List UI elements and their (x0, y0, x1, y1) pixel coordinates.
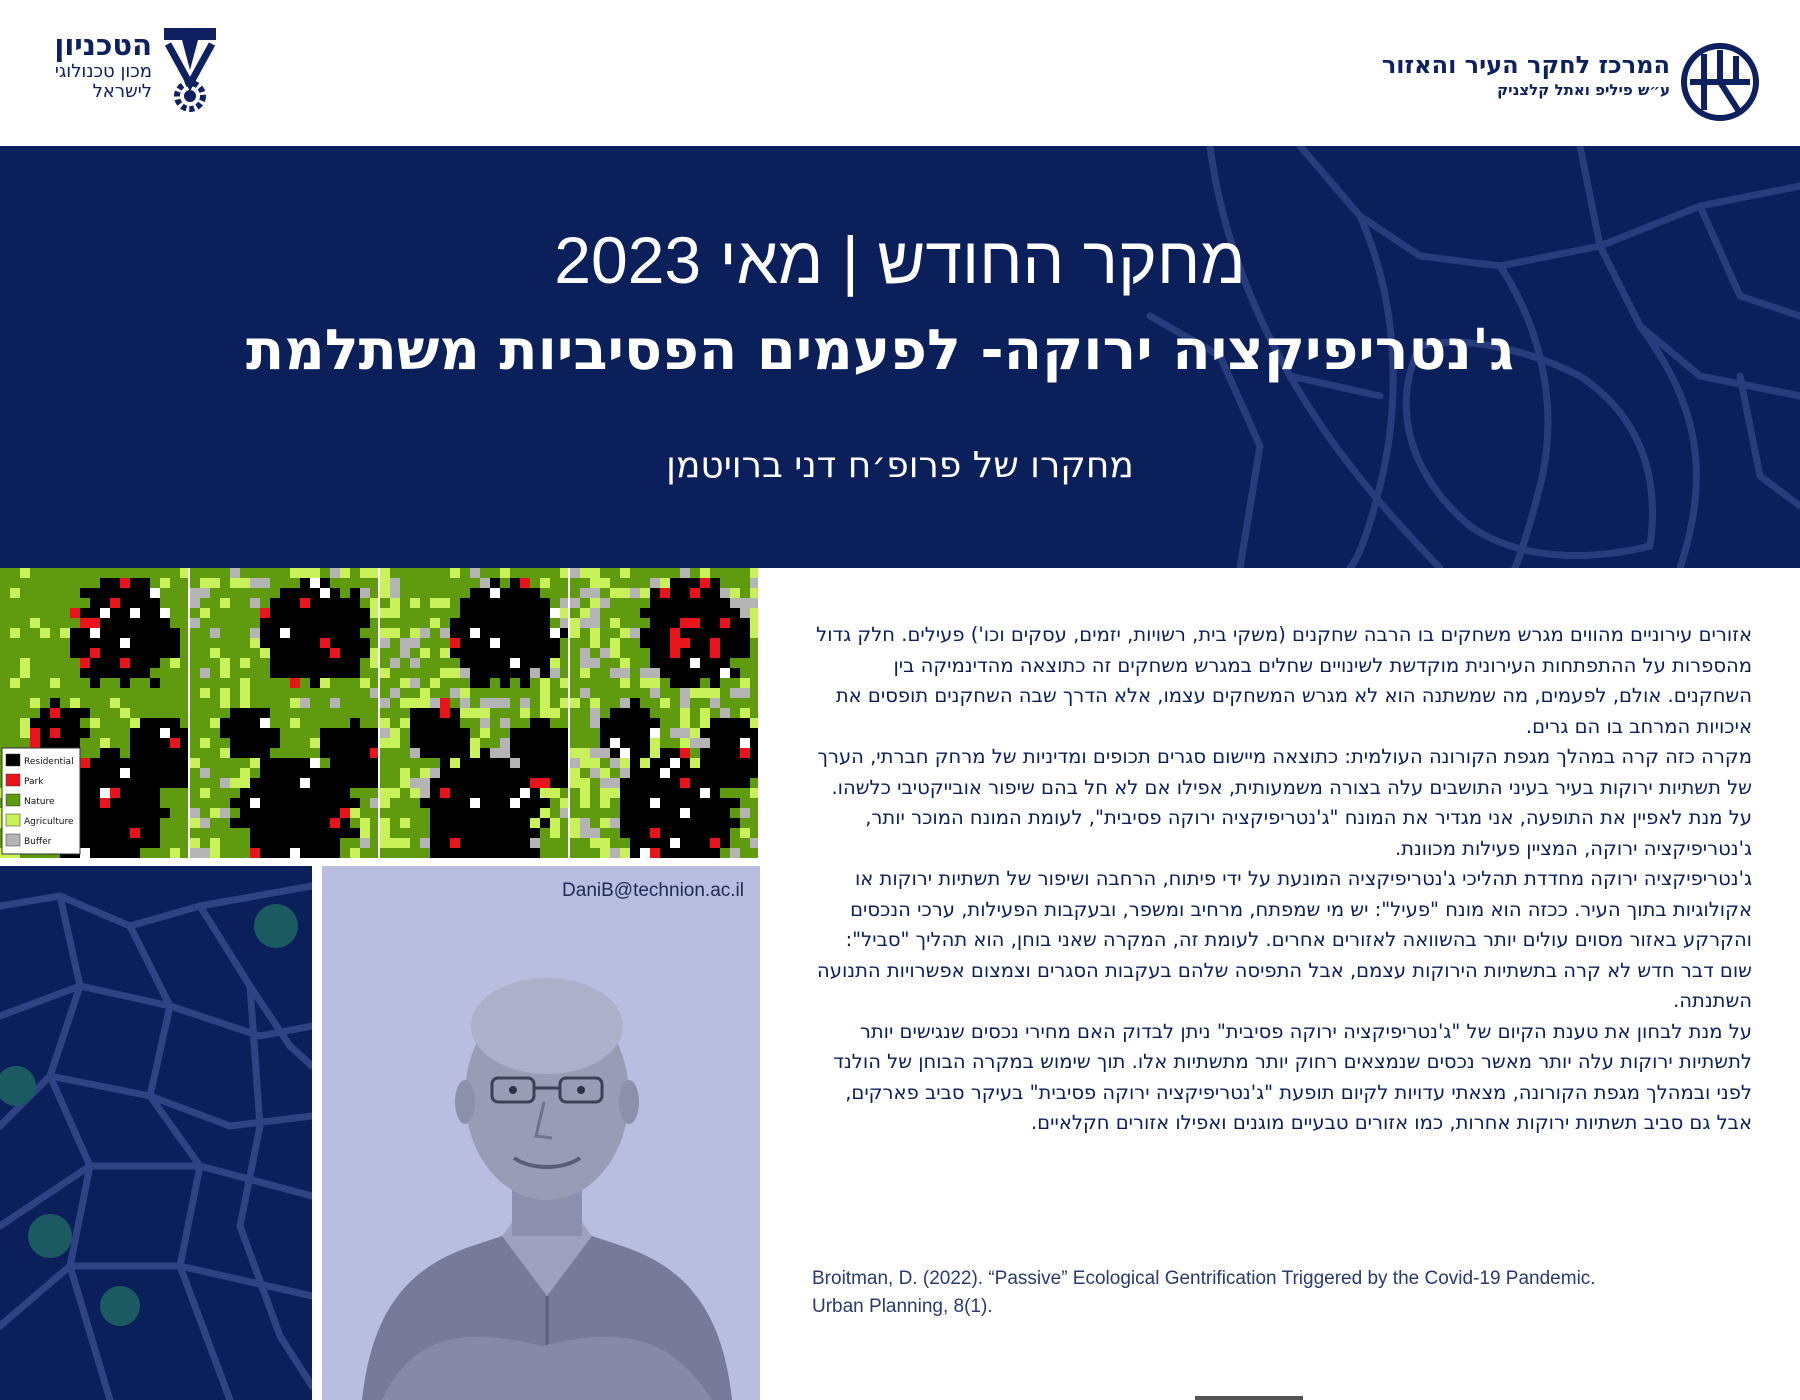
banner-author: מחקרו של פרופ׳ח דני ברויטמן (666, 445, 1134, 486)
decorative-street-panel (0, 866, 312, 1400)
article-body (812, 620, 1752, 1139)
page-header (0, 0, 1800, 146)
legend-swatch (6, 834, 20, 846)
footer-rule (1195, 1396, 1303, 1400)
technion-wordmark (42, 28, 152, 102)
legend-label: Park (24, 777, 44, 787)
urban-center-name: המרכז לחקר העיר והאזור (1381, 51, 1670, 79)
researcher-portrait (322, 866, 760, 1400)
banner-title: ג'נטריפיקציה ירוקה- לפעמים הפסיביות משתלמת (245, 318, 1515, 383)
article-paragraph: מקרה כזה קרה במהלך מגפת הקורונה העולמית: כתוצאה מיישום סגרים תכופים ומדיניות של מרחק חברתי, הערך של תשתיות ירוקות בעיר בעיני התושבים עלה בצורה משמעותית, אפילו אם לא חל בהם שיפור אובייקטיבי כלשהו. על מנת לאפיין את התופעה, אני מגדיר את המונח "ג'נטריפיקציה ירוקה פסיבית", לעומת המונח המוכר יותר, ג'נטריפיקציה ירוקה, המציין פעילות מכוונת. (817, 745, 1752, 860)
urban-center-subtitle: ע״ש פיליפ ואתל קלצניק (1497, 81, 1670, 99)
technion-subtitle-1: מכון טכנולוגי (54, 61, 152, 82)
legend-label: Residential (24, 757, 74, 767)
land-use-maps (0, 568, 760, 858)
map-legend (2, 748, 80, 854)
article-paragraph: על מנת לבחון את טענת הקיום של "ג'נטריפיקציה ירוקה פסיבית" ניתן לבדוק האם מחירי נכסים שנגישים יותר לתשתיות ירוקות עלה יותר מאשר נכסים שנמצאים רחוק יותר מתשתיות אלו. תוך שימוש במקרה הבוחן של הולנד לפני ובמהלך מגפת הקורונה, מצאתי עדויות לקיום תופעת "ג'נטריפיקציה ירוקה פסיבית" בעיקר סביב פארקים, אבל גם סביב תשתיות ירוקות אחרות, כמו אזורים טבעיים מוגנים ואפילו אזורים חקלאיים. (833, 1019, 1752, 1134)
urban-center-logo-icon (1680, 40, 1760, 124)
researcher-photo-panel (322, 866, 760, 1400)
technion-subtitle-2: לישראל (92, 81, 152, 102)
technion-logo-icon (160, 26, 220, 114)
researcher-email[interactable]: DaniB@technion.ac.il (562, 880, 744, 901)
legend-label: Agriculture (24, 817, 74, 827)
banner-kicker: מחקר החודש | מאי 2023 (554, 223, 1246, 297)
legend-swatch (6, 774, 20, 786)
urban-center-wordmark (1382, 50, 1670, 100)
legend-label: Nature (24, 797, 55, 807)
article-paragraph: ג'נטריפיקציה ירוקה מחדדת תהליכי ג'נטריפיקציה המונעת על ידי פיתוח, הרחבה ושיפור של תשתיות ירוקות או אקולוגיות בתוך העיר. ככזה הוא מונח "פעיל": יש מי שמפתח, מרחיב ומשפר, ובעקבות הפעילות, ערכי הנכסים והקרקע באזור מסוים עולים יותר בהשוואה לאזורים אחרים. לעומת זה, המקרה שאני בוחן, הוא תהליך "סביל": שום דבר חדש לא קרה בתשתיות הירוקות עצמם, אבל התפיסה שלהם בעקבות הסגרים וצמצום אפשרויות התנועה השתנתה. (817, 867, 1752, 1012)
citation-line-1: Broitman, D. (2022). “Passive” Ecological Gentrification Triggered by the Covid-19 Pandemic. (812, 1268, 1596, 1289)
legend-swatch (6, 794, 20, 806)
title-banner (0, 146, 1800, 568)
citation-line-2: Urban Planning, 8(1). (812, 1296, 993, 1317)
technion-name: הטכניון (54, 28, 152, 62)
article-paragraph: אזורים עירוניים מהווים מגרש משחקים בו הרבה שחקנים (משקי בית, רשויות, יזמים, עסקים וכו') פעילים. חלק גדול מהספרות על ההתפתחות העירונית מוקדשת לשינויים שחלים במגרש משחקים זה כתוצאה מהדינמיקה בין השחקנים. אולם, לפעמים, מה שמשתנה הוא לא מגרש המשחקים עצמו, אלא הדרך שבה השחקנים תופסים את איכויות המרחב בו הם גרים. (816, 623, 1752, 738)
legend-swatch (6, 814, 20, 826)
legend-label: Buffer (24, 837, 52, 847)
street-map-pattern-small (0, 866, 312, 1400)
land-use-map-strip (0, 568, 760, 858)
legend-swatch (6, 754, 20, 766)
citation (812, 1265, 1752, 1321)
